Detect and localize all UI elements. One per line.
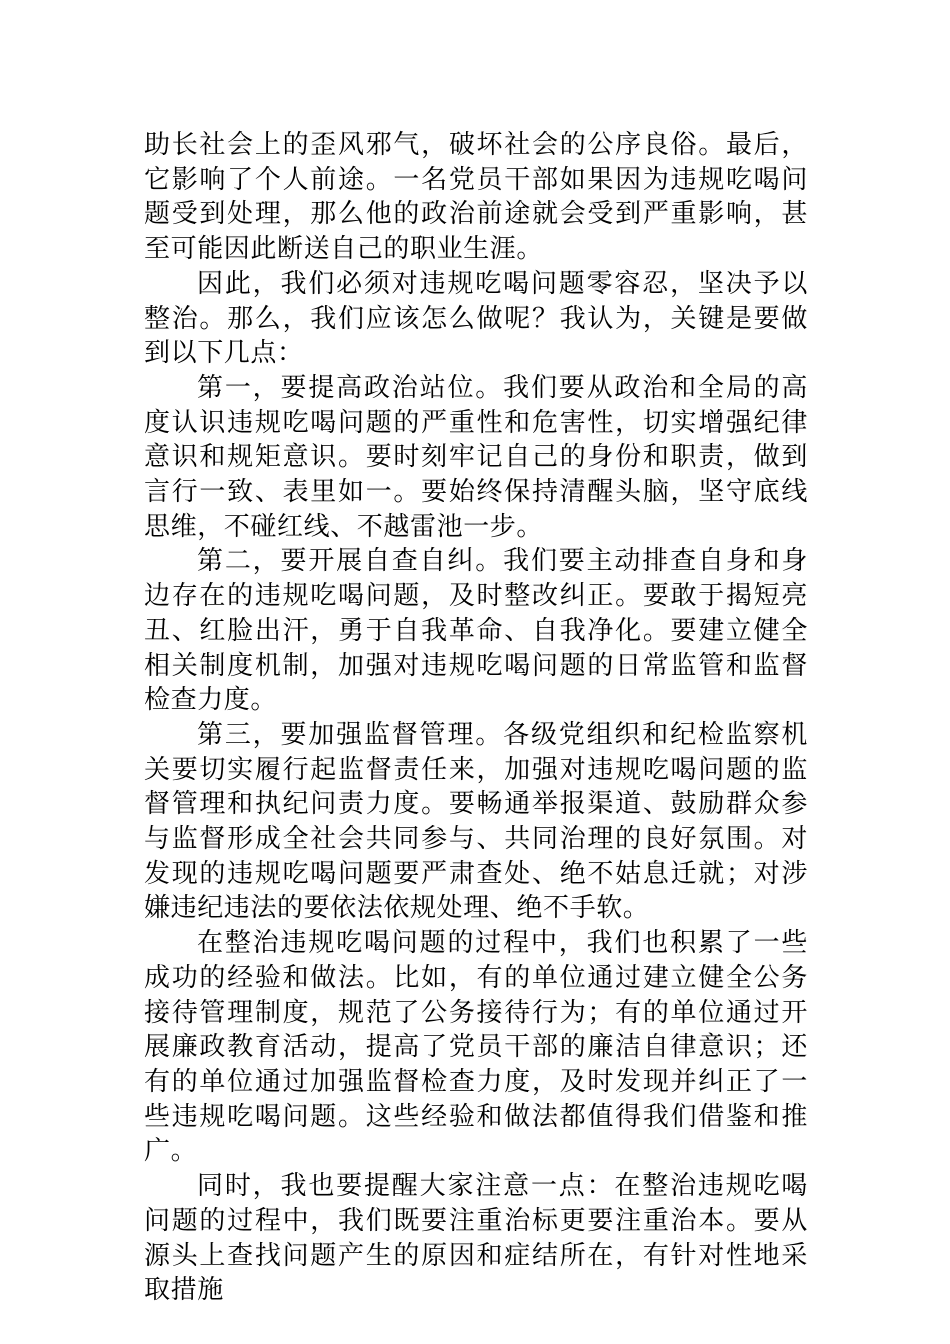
paragraph-intro: 因此，我们必须对违规吃喝问题零容忍，坚决予以整治。那么，我们应该怎么做呢？我认为，关键是要做到以下几点：: [144, 268, 808, 369]
document-body: [144, 128, 808, 1308]
paragraph-reminder: 同时，我也要提醒大家注意一点：在整治违规吃喝问题的过程中，我们既要注重治标更要注重治本。要从源头上查找问题产生的原因和症结所在，有针对性地采取措施: [144, 1171, 808, 1306]
paragraph-experience: 在整治违规吃喝问题的过程中，我们也积累了一些成功的经验和做法。比如，有的单位通过建立健全公务接待管理制度，规范了公务接待行为；有的单位通过开展廉政教育活动，提高了党员干部的廉洁自律意识；还有的单位通过加强监督检查力度，及时发现并纠正了一些违规吃喝问题。这些经验和做法都值得我们借鉴和推广。: [144, 928, 808, 1167]
paragraph-continuation: 助长社会上的歪风邪气，破坏社会的公序良俗。最后，它影响了个人前途。一名党员干部如果因为违规吃喝问题受到处理，那么他的政治前途就会受到严重影响，甚至可能因此断送自己的职业生涯。: [144, 130, 808, 265]
paragraph-point-one: 第一，要提高政治站位。我们要从政治和全局的高度认识违规吃喝问题的严重性和危害性，切实增强纪律意识和规矩意识。要时刻牢记自己的身份和职责，做到言行一致、表里如一。要始终保持清醒头脑，坚守底线思维，不碰红线、不越雷池一步。: [144, 372, 808, 542]
paragraph-point-three: 第三，要加强监督管理。各级党组织和纪检监察机关要切实履行起监督责任来，加强对违规吃喝问题的监督管理和执纪问责力度。要畅通举报渠道、鼓励群众参与监督形成全社会共同参与、共同治理的良好氛围。对发现的违规吃喝问题要严肃查处、绝不姑息迁就；对涉嫌违纪违法的要依法依规处理、绝不手软。: [144, 719, 808, 924]
paragraph-point-two: 第二，要开展自查自纠。我们要主动排查自身和身边存在的违规吃喝问题，及时整改纠正。要敢于揭短亮丑、红脸出汗，勇于自我革命、自我净化。要建立健全相关制度机制，加强对违规吃喝问题的日常监管和监督检查力度。: [144, 546, 808, 716]
